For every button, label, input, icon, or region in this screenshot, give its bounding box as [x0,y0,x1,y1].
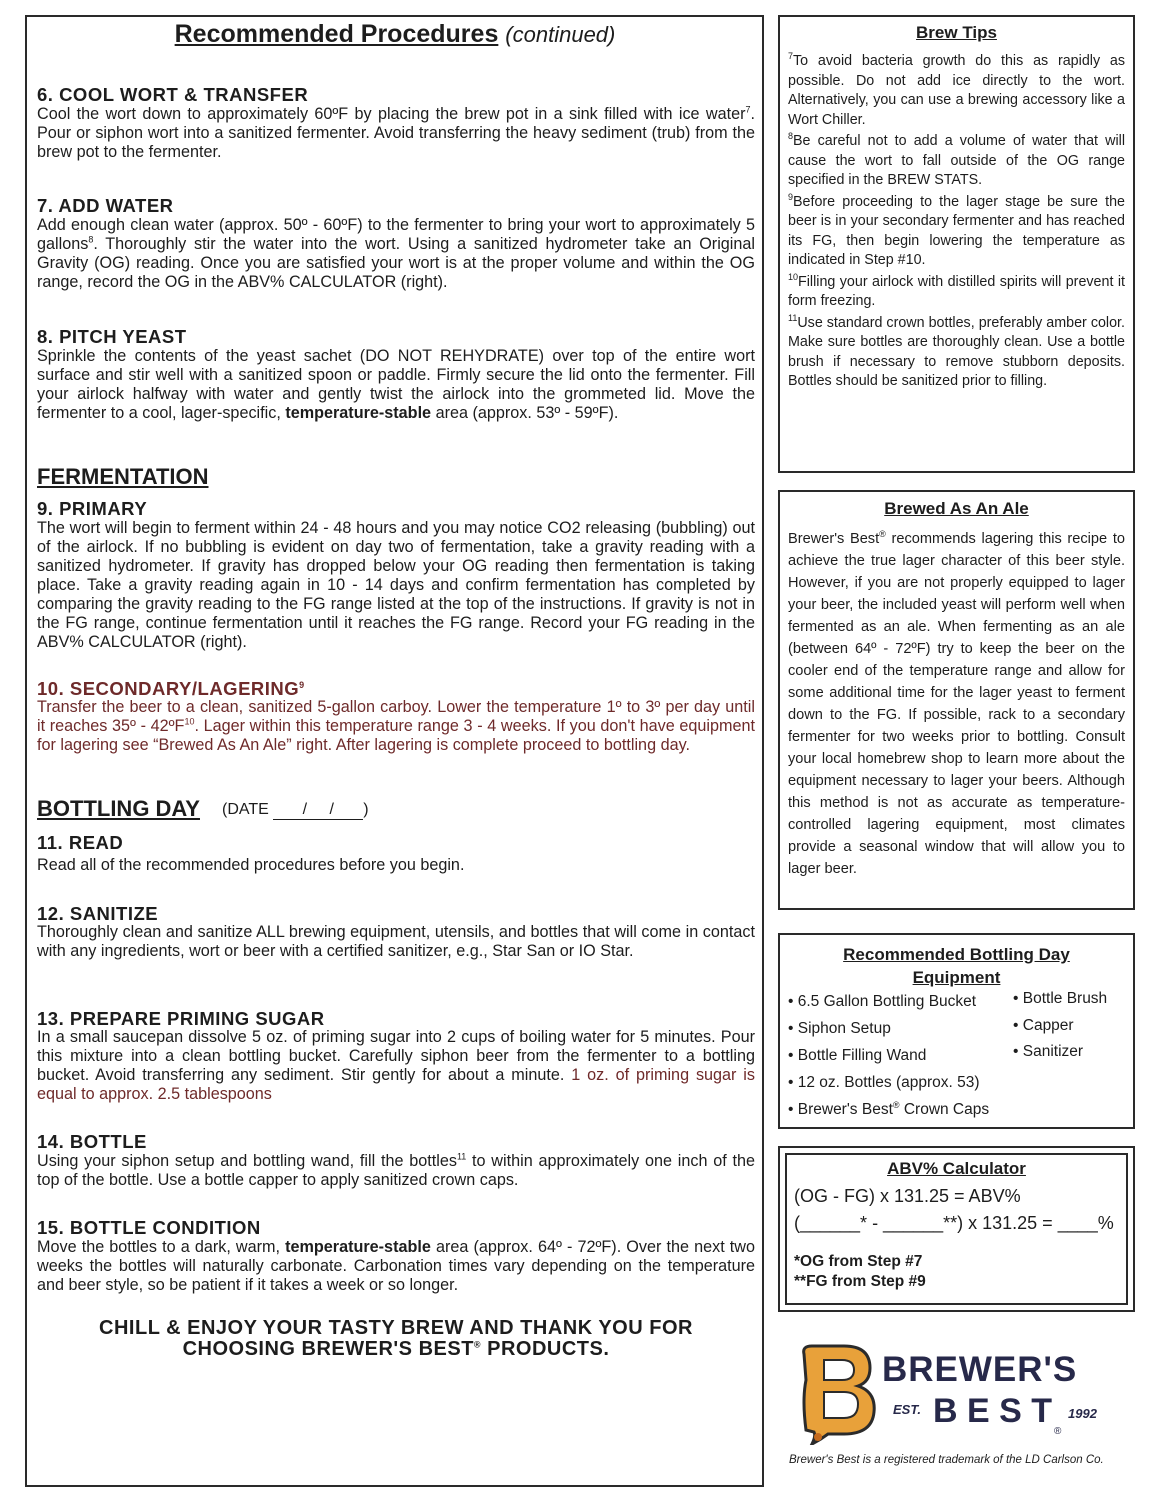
abv-blank-formula[interactable]: (______* - ______**) x 131.25 = ____% [794,1213,1114,1233]
logo-brand: BREWER'S [882,1350,1078,1389]
fermentation-heading: FERMENTATION [37,464,209,489]
step-13-heading: 13. PREPARE PRIMING SUGAR [37,1008,325,1029]
step-12-text: Thoroughly clean and sanitize ALL brewing equipment, utensils, and bottles that will come in contact with any ingredients, wort or beer with a certified sanitizer, e.g., Star San or IO Star. [37,923,755,960]
step-7-heading: 7. ADD WATER [37,195,174,216]
brew-tips-list [788,52,1125,394]
brewers-best-logo [798,1340,1108,1445]
date-blank: / / [273,801,363,820]
step-11-heading: 11. READ [37,832,124,853]
bottling-date-field: (DATE / / ) [222,801,369,818]
logo-reg: ® [1054,1426,1062,1437]
equipment-item: • Siphon Setup [788,1020,891,1037]
step-6-heading: 6. COOL WORT & TRANSFER [37,84,309,105]
equipment-item: • Capper [1013,1017,1074,1034]
tip-9: $^9$Before proceeding to the lager stage be sure the beer is in your secondary fermenter and has reached its FG, then begin lowering the temperature as indicated in Step #10. [788,191,1125,268]
abv-formula: (OG - FG) x 131.25 = ABV% [794,1186,1021,1206]
logo-est: EST. [893,1402,921,1417]
abv-title: ABV% Calculator [887,1159,1026,1178]
equipment-item: • Brewer's Best® Crown Caps [788,1099,990,1118]
logo-b-icon [798,1340,882,1445]
step-7-text: Add enough clean water (approx. 50º - 60ºF) to the fermenter to bring your wort to approximately 5 gallons$^8$. Thoroughly stir the water into the wort. Using a sanitized hydrometer take an Original Gravity (OG) reading. Once you are satisfied your wort is at the proper volume and within the OG range, record the OG in the ABV% CALCULATOR (right). [37,216,755,291]
ale-title: Brewed As An Ale [884,499,1029,518]
equipment-item: • Bottle Filling Wand [788,1047,927,1064]
tip-8: $^8$Be careful not to add a volume of water that will cause the wort to fall outside of the OG range specified in the BREW STATS. [788,131,1125,188]
step-11-text: Read all of the recommended procedures before you begin. [37,856,465,874]
bottling-day-heading: BOTTLING DAY [37,796,200,821]
logo-year: 1992 [1068,1406,1097,1421]
step-12-heading: 12. SANITIZE [37,903,159,924]
step-10-heading: 10. SECONDARY/LAGERING$^9$ [37,678,305,699]
step-14-text: Using your siphon setup and bottling wand, fill the bottles$^{11}$ to within approximately one inch of the top of the bottle. Use a bottle capper to apply sanitized crown caps. [37,1151,755,1189]
title-text: Recommended Procedures [174,20,499,48]
step-10-text: Transfer the beer to a clean, sanitized 5-gallon carboy. Lower the temperature 1º to 3º per day until it reaches 35º - 42ºF$^{10}$. Lager within this temperature range 3 - 4 weeks. If you don't have equipment for lagering see “Brewed As An Ale” right. After lagering is complete proceed to bottling day. [37,698,755,754]
title-suffix: (continued) [505,22,616,47]
trademark-notice: Brewer's Best is a registered trademark of the LD Carlson Co. [789,1454,1104,1466]
page-title [0,20,790,49]
step-9-text: The wort will begin to ferment within 24 - 48 hours and you may notice CO2 releasing (bubbling) out of the airlock. If no bubbling is evident on day two of fermentation, take a gravity reading with a sanitized hydrometer. If gravity has dropped below your OG reading then fermentation is taking place. Take a gravity reading again in 10 - 14 days and confirm fermentation has completed by comparing the gravity reading to the FG range listed at the top of the instructions. If gravity is not in the FG range, continue fermentation until it reaches the FG range. Record your FG reading in the ABV% CALCULATOR (right). [37,519,755,651]
step-9-heading: 9. PRIMARY [37,498,148,519]
abv-notes: *OG from Step #7 **FG from Step #9 [794,1253,926,1290]
tip-7: $^7$To avoid bacteria growth do this as rapidly as possible. Do not add ice directly to the wort. Alternatively, you can use a brewing accessory like a Wort Chiller. [788,51,1125,128]
tip-10: $^{10}$Filling your airlock with distilled spirits will prevent it form freezing. [788,271,1125,309]
step-8-text: Sprinkle the contents of the yeast sachet (DO NOT REHYDRATE) over top of the entire wort surface and stir well with a sanitized spoon or paddle. Firmly secure the lid onto the fermenter. Fill your airlock halfway with water and gently twist the airlock into the grommeted lid. Move the fermenter to a cool, lager-specific, temperature-stable area (approx. 53º - 59ºF). [37,347,755,422]
brew-tips-title: Brew Tips [916,23,997,42]
equipment-item: • Sanitizer [1013,1043,1084,1060]
tip-11: $^{11}$Use standard crown bottles, preferably amber color. Make sure bottles are thoroughly clean. Use a bottle brush if necessary to remove stubborn deposits. Bottles should be sanitized prior to filling. [788,312,1125,389]
step-13-text: In a small saucepan dissolve 5 oz. of priming sugar into 2 cups of boiling water for 5 minutes. Pour this mixture into a clean bottling bucket. Carefully siphon beer from the fermenter to a bottling bucket. Avoid transferring any sediment. Stir gently for about a minute. 1 oz. of priming sugar is equal to approx. 2.5 tablespoons [37,1028,756,1103]
ale-text: Brewer's Best® recommends lagering this recipe to achieve the true lager character of this beer style. However, if you are not properly equipped to lager your beer, the included yeast will perform well when fermented as an ale. When fermenting as an ale (between 64º - 72ºF) try to keep the beer on the cooler end of the temperature range and allow for some additional time for the lager yeast to ferment down to the FG. If possible, rack to a secondary fermenter for two weeks prior to bottling. Consult your local homebrew shop to learn more about the equipment necessary to lager your beers. Although this method is not as accurate as temperature-controlled lagering equipment, most climates provide a seasonal window that will allow you to lager beer. [788,529,1125,877]
step-6-text: Cool the wort down to approximately 60ºF by placing the brew pot in a sink filled with ice water$^7$. Pour or siphon wort into a sanitized fermenter. Avoid transferring the heavy sediment (trub) from the brew pot to the fermenter. [37,104,755,161]
priming-note: 1 oz. of priming sugar is equal to approx. 2.5 tablespoons [37,1066,756,1103]
step-15-text: Move the bottles to a dark, warm, temperature-stable area (approx. 64º - 72ºF). Over the next two weeks the bottles will naturally carbonate. Carbonation times vary depending on the temperature and beer style, so be patient if it takes a week or so longer. [37,1238,755,1294]
equipment-title: Recommended Bottling Day Equipment [843,945,1070,987]
equipment-item: • 12 oz. Bottles (approx. 53) [788,1074,980,1091]
step-8-heading: 8. PITCH YEAST [37,326,187,347]
logo-best: B E S T [933,1392,1053,1430]
equipment-item: • Bottle Brush [1013,990,1108,1007]
closing-message: CHILL & ENJOY YOUR TASTY BREW AND THANK YOU FOR CHOOSING BREWER'S BEST® PRODUCTS. [99,1317,693,1360]
step-15-heading: 15. BOTTLE CONDITION [37,1217,261,1238]
equipment-item: • 6.5 Gallon Bottling Bucket [788,993,977,1010]
step-14-heading: 14. BOTTLE [37,1131,147,1152]
